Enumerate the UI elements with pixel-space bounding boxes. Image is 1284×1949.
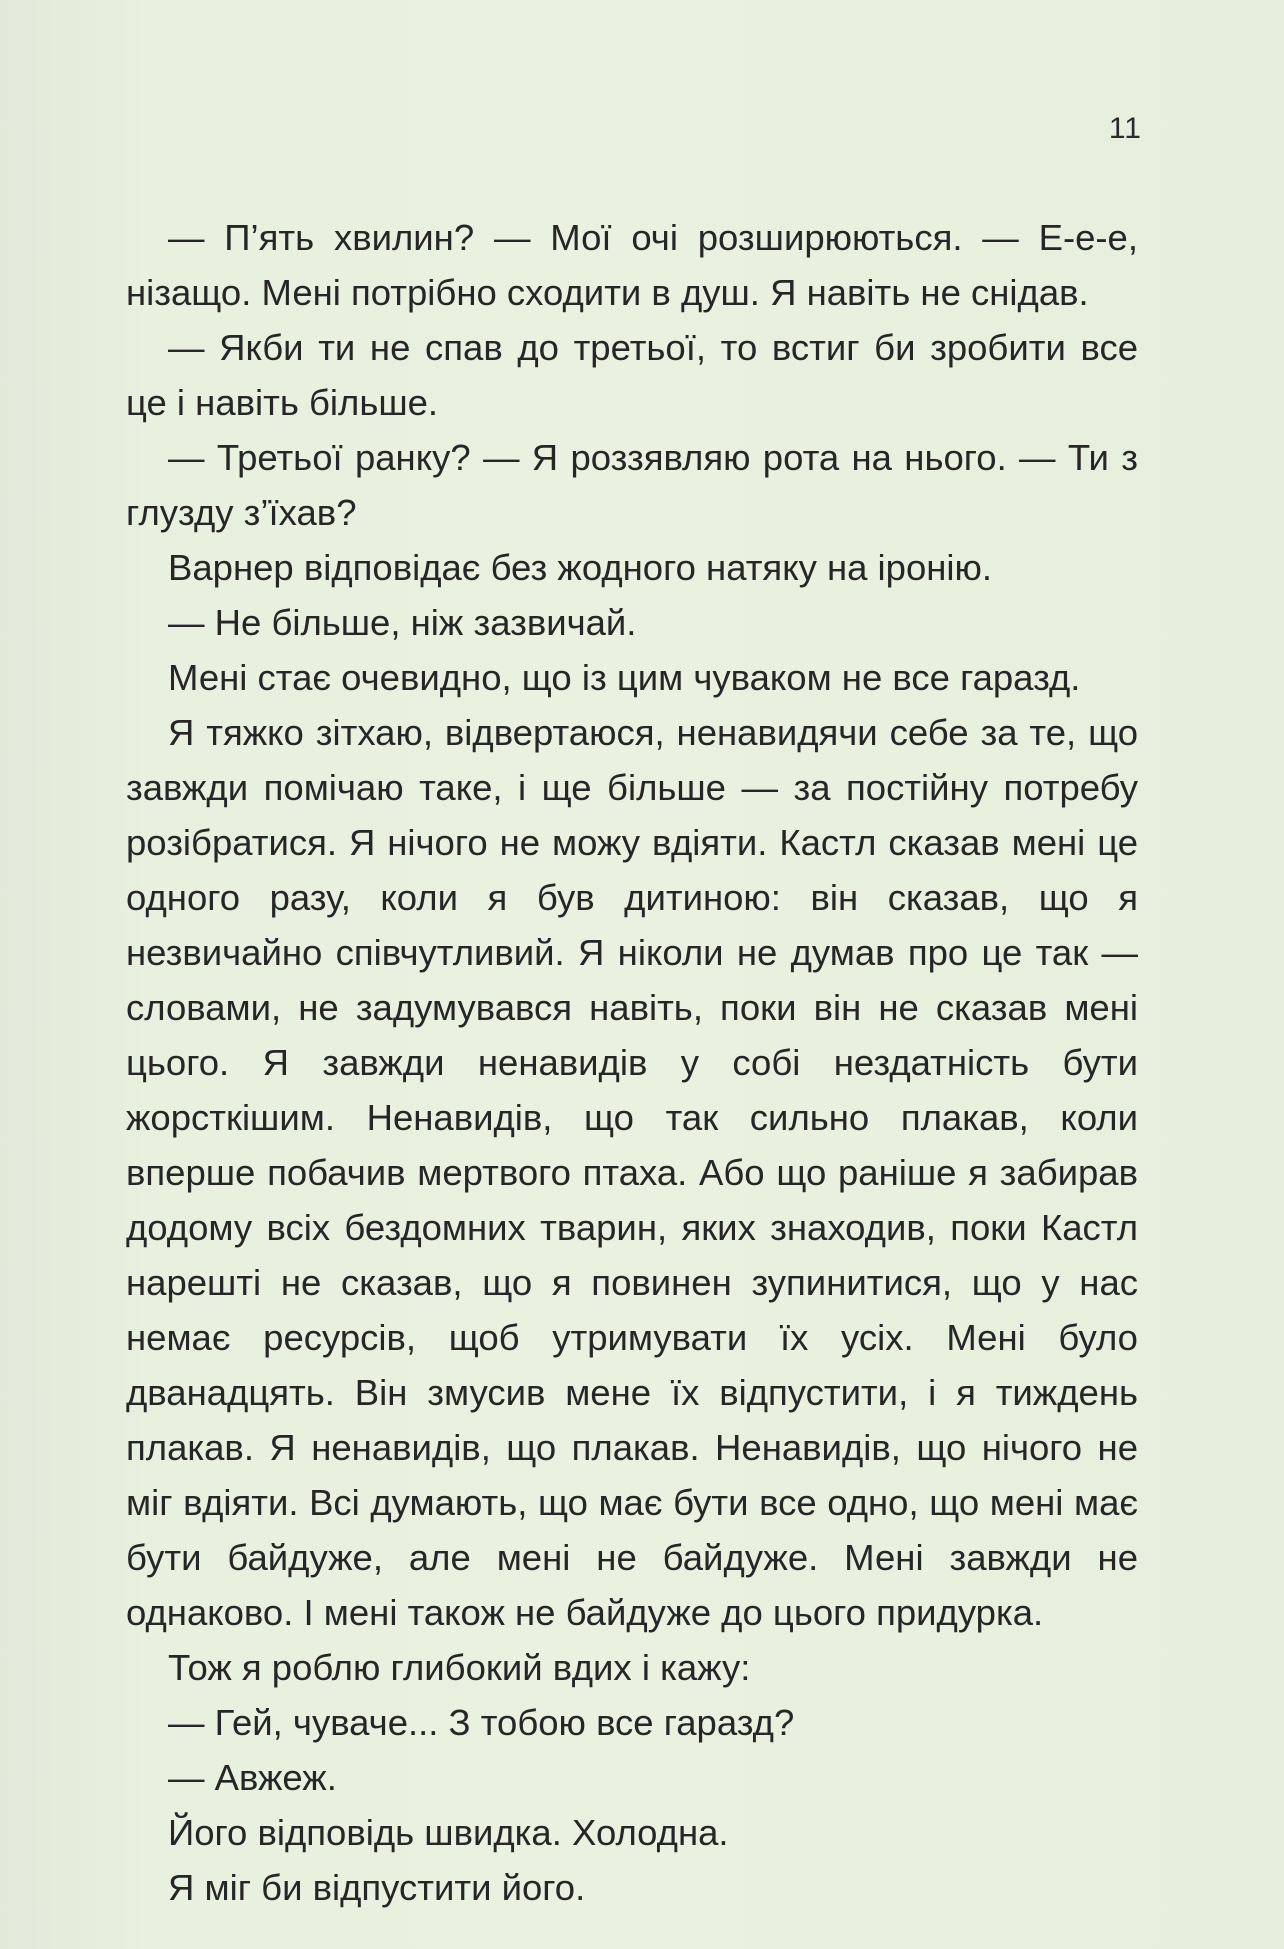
paragraph-quick-answer: Його відповідь швидка. Холодна. (168, 1812, 729, 1853)
paragraph-main: Я тяжко зітхаю, відвертаюся, ненавидячи себе за те, що завжди помічаю таке, і ще більше — за постійну потребу розібратися. Я нічого не можу вдіяти. Кастл сказав мені це одного разу, коли я був дитиною: він сказав, що я незвичайно співчутливий. Я ніколи не думав про це так — словами, не задумувався навіть, поки він не сказав мені цього. Я завжди ненавидів у собі нездатність бути жорсткішим. Ненавидів, що так сильно плакав, коли вперше побачив мертвого птаха. Або що раніше я забирав додому всіх бездомних тварин, яких знаходив, поки Кастл нарешті не сказав, що я повинен зупинитися, що у нас немає ресурсів, щоб утримувати їх усіх. Мені було дванадцять. Він змусив мене їх відпустити, і я тиждень плакав. Я ненавидів, що плакав. Ненавидів, що нічого не міг вдіяти. Всі думають, що має бути все одно, що мені має бути байдуже, але мені не байдуже. Мені завжди не однаково. І мені також не байдуже до цього придурка. (126, 712, 1138, 1633)
paragraph-let-go: Я міг би відпустити його. (168, 1867, 586, 1908)
paragraph-deep-breath: Тож я роблю глибокий вдих і кажу: (168, 1647, 751, 1688)
paragraph-dialogue-hey: — Гей, чуваче... З тобою все гаразд? (168, 1702, 795, 1743)
paragraph-dialogue-third: — Якби ти не спав до третьої, то встиг би зробити все це і навіть більше. (126, 327, 1138, 423)
paragraph-dialogue-not-more: — Не більше, ніж зазвичай. (168, 602, 637, 643)
paragraph-dialogue-sure: — Авжеж. (168, 1757, 337, 1798)
paragraph-dialogue-five-minutes: — П’ять хвилин? — Мої очі розширюються. — Е-е-е, нізащо. Мені потрібно сходити в душ. Я навіть не снідав. (126, 217, 1138, 313)
paragraph-warner-answers: Варнер відповідає без жодного натяку на іронію. (168, 547, 993, 588)
body-text (126, 210, 1138, 1915)
paragraph-obvious: Мені стає очевидно, що із цим чуваком не все гаразд. (168, 657, 1081, 698)
paragraph-dialogue-third-morning: — Третьої ранку? — Я роззявляю рота на нього. — Ти з глузду з’їхав? (126, 437, 1138, 533)
page-number: 11 (1108, 112, 1142, 145)
